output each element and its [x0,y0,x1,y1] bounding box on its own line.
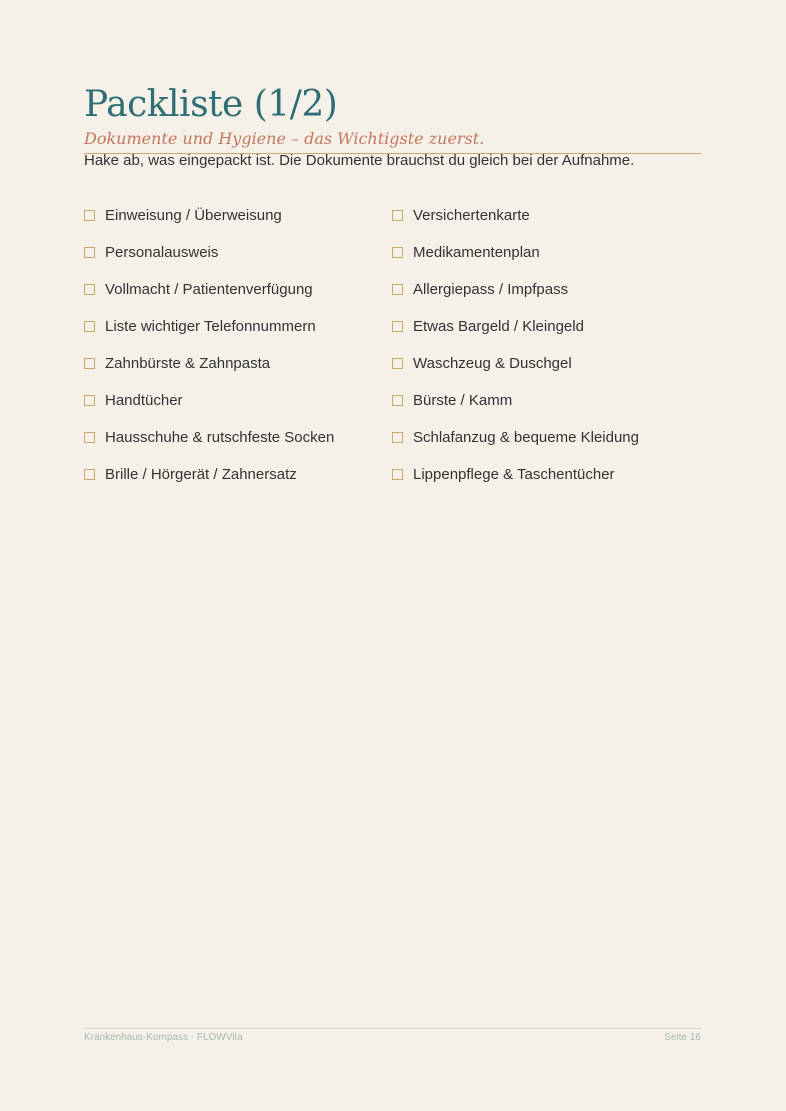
checklist-item[interactable] [84,308,392,345]
checklist-item-label: Versichertenkarte [413,207,530,224]
checklist-item[interactable] [84,456,392,493]
checkbox[interactable] [84,247,95,258]
checklist-item-label: Personalausweis [105,244,219,261]
checklist-item-label: Lippenpflege & Taschentücher [413,466,615,483]
checklist-item-label: Waschzeug & Duschgel [413,355,572,372]
checklist-item-label: Handtücher [105,392,183,409]
checkbox[interactable] [84,321,95,332]
checklist-item-label: Schlafanzug & bequeme Kleidung [413,429,639,446]
checklist-item[interactable] [392,456,700,493]
checklist-item-label: Liste wichtiger Telefonnummern [105,318,316,335]
checklist-item-label: Etwas Bargeld / Kleingeld [413,318,584,335]
intro-text: Hake ab, was eingepackt ist. Die Dokumente brauchst du gleich bei der Aufnahme. [84,152,635,169]
checklist-item[interactable] [84,419,392,456]
checklist-item[interactable] [392,382,700,419]
checklist-item-label: Einweisung / Überweisung [105,207,282,224]
checkbox[interactable] [84,395,95,406]
checklist-item[interactable] [392,197,700,234]
checkbox[interactable] [84,469,95,480]
checkbox[interactable] [84,284,95,295]
checkbox[interactable] [392,395,403,406]
checkbox[interactable] [84,358,95,369]
checklist-column-right [392,197,700,493]
checklist-item-label: Hausschuhe & rutschfeste Socken [105,429,335,446]
checkbox[interactable] [392,284,403,295]
footer-publication: Krankenhaus-Kompass · FLOWVita [84,1032,243,1043]
checklist-item-label: Zahnbürste & Zahnpasta [105,355,271,372]
checklist-item[interactable] [392,419,700,456]
page-content [84,84,701,493]
checkbox[interactable] [392,358,403,369]
checkbox[interactable] [392,247,403,258]
checklist-item-label: Vollmacht / Patientenverfügung [105,281,313,298]
checklist [84,197,701,493]
page-title: Packliste (1/2) [84,84,338,125]
checkbox[interactable] [392,321,403,332]
checklist-item[interactable] [392,234,700,271]
checkbox[interactable] [84,432,95,443]
checklist-item[interactable] [84,345,392,382]
page-subtitle: Dokumente und Hygiene – das Wichtigste zuerst. [84,129,485,148]
checklist-item[interactable] [84,234,392,271]
checklist-item[interactable] [392,308,700,345]
checklist-item[interactable] [392,345,700,382]
checkbox[interactable] [392,210,403,221]
checklist-item-label: Allergiepass / Impfpass [413,281,569,298]
checklist-item-label: Bürste / Kamm [413,392,513,409]
checklist-item[interactable] [84,382,392,419]
checklist-item-label: Medikamentenplan [413,244,540,261]
checklist-column-left [84,197,392,493]
checklist-item[interactable] [392,271,700,308]
checkbox[interactable] [392,432,403,443]
checklist-item[interactable] [84,197,392,234]
checklist-item[interactable] [84,271,392,308]
page-footer [84,1028,701,1043]
checkbox[interactable] [392,469,403,480]
checkbox[interactable] [84,210,95,221]
checklist-item-label: Brille / Hörgerät / Zahnersatz [105,466,297,483]
footer-page-number: Seite 16 [664,1032,701,1043]
